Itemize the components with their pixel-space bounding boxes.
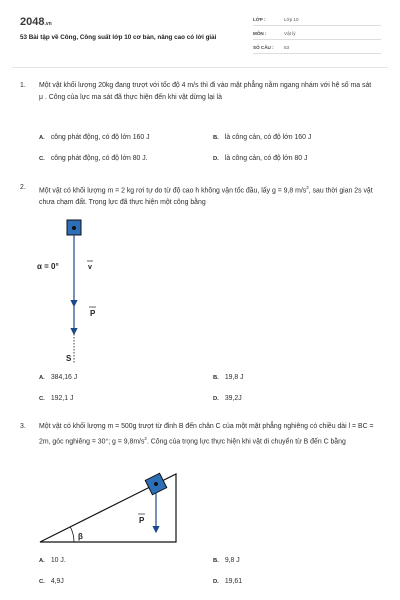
option-letter: A. (39, 558, 45, 564)
option-letter: C. (39, 396, 45, 402)
option-a[interactable] (39, 134, 150, 141)
option-text: là công cản, có độ lớn 80 J (224, 155, 308, 162)
document-title: 53 Bài tập về Công, Công suất lớp 10 cơ bản, nâng cao có lời giải (20, 34, 217, 41)
option-b[interactable] (213, 134, 311, 141)
option-d[interactable] (213, 155, 307, 162)
option-text: 192,1 J (50, 395, 74, 402)
class-label: LỚP : (253, 17, 266, 22)
option-c[interactable] (39, 395, 73, 402)
option-b[interactable] (213, 557, 240, 564)
question-text-part: , sau thời gian 2s vật chưa chạm đất. Trọng lực đã thực hiện một công bằng (39, 187, 373, 206)
option-d[interactable] (213, 395, 242, 402)
option-a[interactable] (39, 557, 66, 564)
option-letter: D. (213, 156, 219, 162)
option-text: là công cản, có độ lớn 160 J (224, 134, 312, 141)
question-text (39, 182, 375, 208)
weight-label: P (90, 309, 96, 318)
logo-suffix: .vn (44, 21, 52, 27)
option-letter: D. (213, 396, 219, 402)
option-letter: A. (39, 135, 45, 141)
meta-divider (253, 25, 381, 26)
option-letter: B. (213, 375, 219, 381)
superscript: 2 (144, 435, 147, 441)
option-letter: B. (213, 135, 219, 141)
option-text: 4,9J (50, 578, 64, 585)
site-logo[interactable] (20, 16, 52, 28)
option-letter: C. (39, 579, 45, 585)
superscript: 2 (306, 185, 309, 190)
class-value: Lớp 10 (284, 17, 299, 22)
block-center-dot (72, 226, 76, 230)
count-value: 53 (284, 45, 290, 50)
option-letter: D. (213, 579, 219, 585)
question-text: Một vật khối lượng 20kg đang trượt với tốc độ 4 m/s thì đi vào mặt phẳng nằm ngang nhám với hệ số ma sát μ . Công của lực ma sát đã thực hiện đến khi vật dừng lại là (39, 82, 372, 101)
option-text: 10 J. (50, 557, 66, 564)
alpha-label: α = 0° (37, 262, 59, 271)
question-text-part: Một vật có khối lượng m = 500g trượt từ đỉnh B đến chân C của một mặt phẳng nghiêng có chiều dài l = BC = 2m, góc nghiêng = 30°; g = 9,8m/s (39, 423, 374, 445)
meta-divider (253, 39, 381, 40)
option-text: 39,2J (224, 395, 242, 402)
question-number: 3. (20, 423, 26, 430)
logo-text: 2048 (20, 16, 45, 28)
weight-label: P (139, 516, 145, 525)
option-text: công phát động, có độ lớn 80 J. (50, 155, 148, 162)
option-c[interactable] (39, 578, 64, 585)
option-a[interactable] (39, 374, 77, 381)
document-header (0, 0, 400, 62)
option-b[interactable] (213, 374, 244, 381)
velocity-label: v (88, 264, 92, 271)
question-number: 1. (20, 82, 26, 89)
angle-label: β (78, 532, 83, 541)
meta-divider (253, 53, 381, 54)
option-text: công phát động, có độ lớn 160 J (50, 134, 150, 141)
count-label: SỐ CÂU : (253, 45, 274, 50)
question-text-part: . Công của trọng lực thực hiện khi vật di chuyển từ B đến C bằng (146, 437, 346, 445)
option-d[interactable] (213, 578, 242, 585)
inclined-plane-figure (38, 466, 188, 546)
option-text: 384,16 J (50, 374, 78, 381)
question-text-part: Một vật có khối lượng m = 2 kg rơi tự do từ độ cao h không vận tốc đầu, lấy g = 9,8 m/s (39, 187, 307, 195)
subject-label: MÔN : (253, 31, 267, 36)
option-text: 19,61 (224, 578, 243, 585)
header-divider (12, 67, 388, 68)
option-letter: B. (213, 558, 219, 564)
option-letter: C. (39, 156, 45, 162)
option-letter: A. (39, 375, 45, 381)
question-text (39, 421, 375, 447)
displacement-label: S (66, 354, 72, 363)
subject-value: Vật lý (284, 31, 296, 36)
question-number: 2. (20, 184, 26, 191)
free-fall-figure (30, 216, 150, 366)
option-text: 19,8 J (224, 374, 244, 381)
option-c[interactable] (39, 155, 148, 162)
option-text: 9,8 J (224, 557, 240, 564)
